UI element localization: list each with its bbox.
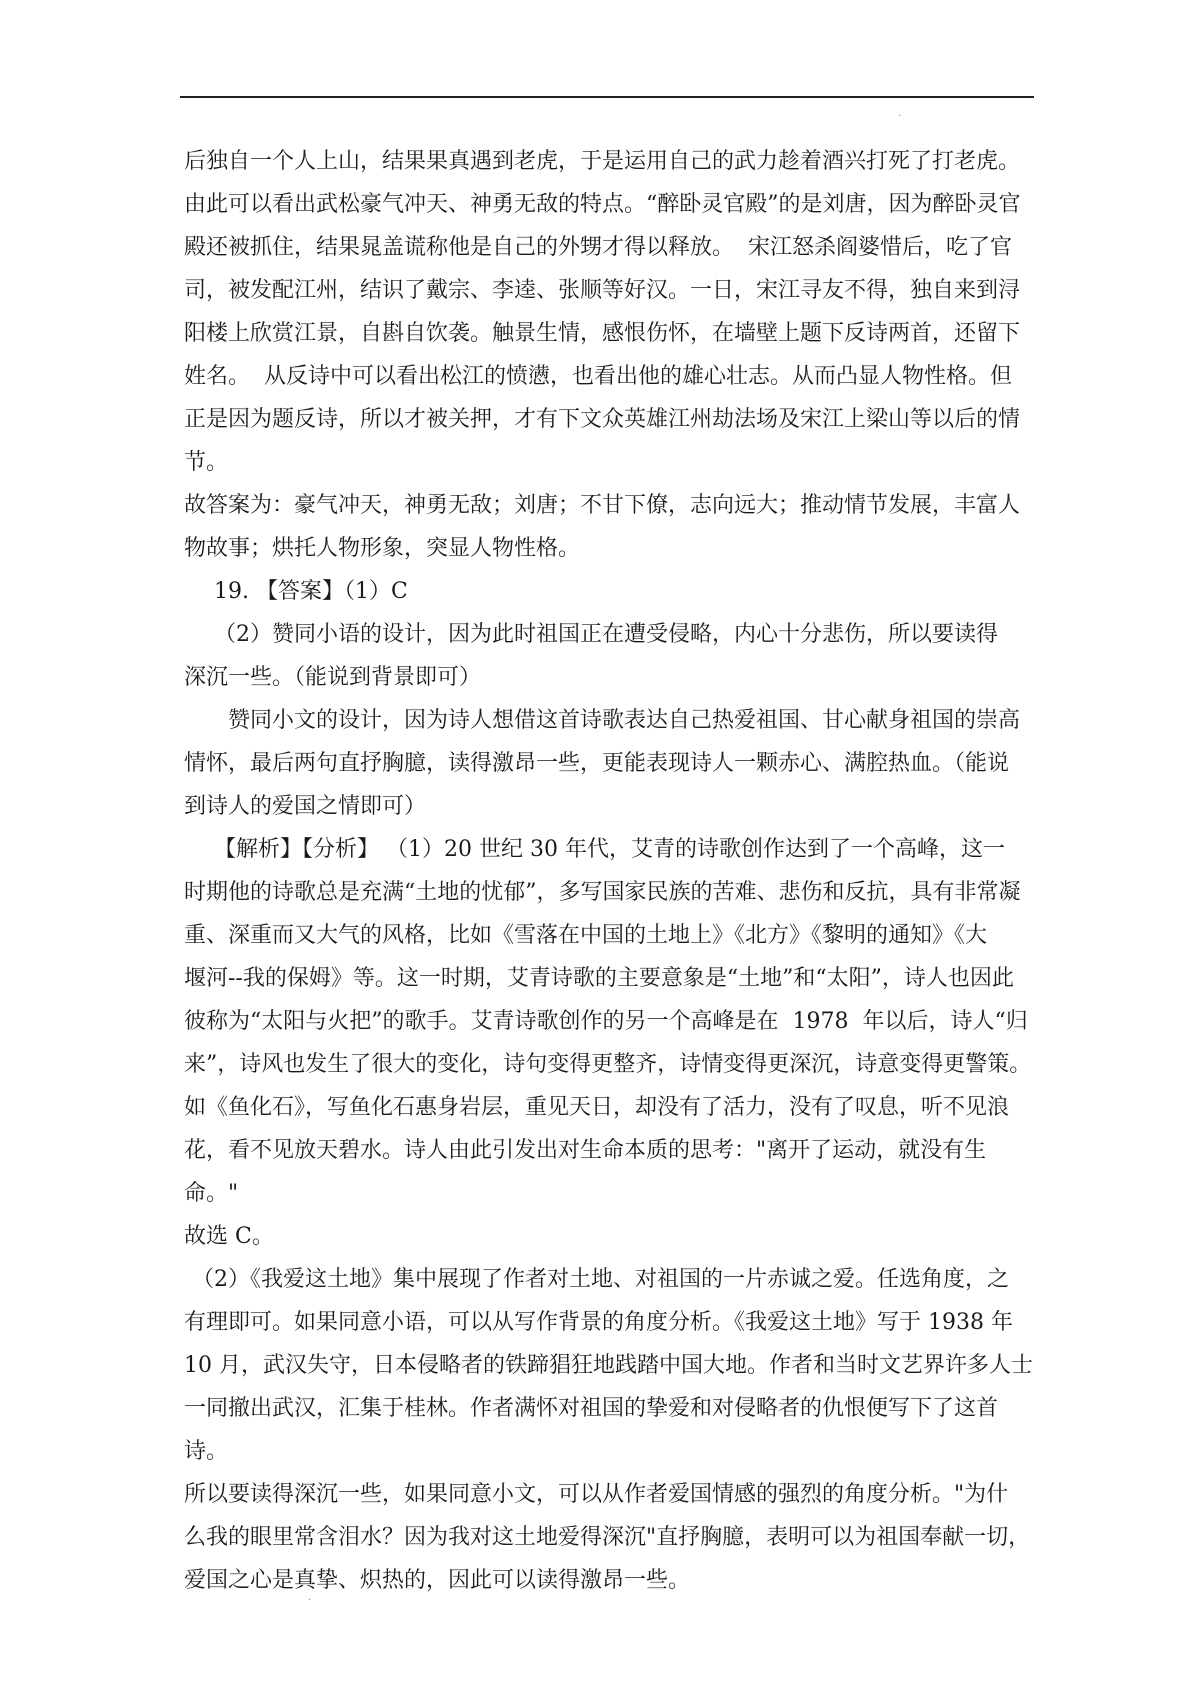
text-line: 所以要读得深沉一些，如果同意小文，可以从作者爱国情感的强烈的角度分析。"为什 xyxy=(184,1482,1009,1507)
answer-summary-line: 物故事；烘托人物形象，突显人物性格。 xyxy=(184,536,581,561)
analysis-heading-line: 【解析】【分析】 （1）20 世纪 30 年代，艾青的诗歌创作达到了一个高峰，这一 xyxy=(214,837,1005,862)
text-line: 深沉一些。（能说到背景即可） xyxy=(184,665,482,690)
text-line: （2）赞同小语的设计，因为此时祖国正在遭受侵略，内心十分悲伤，所以要读得 xyxy=(214,622,998,647)
text-line: 姓名。 从反诗中可以看出松江的愤懑，也看出他的雄心壮志。从而凸显人物性格。但 xyxy=(184,364,1012,389)
text-line: 一同撤出武汉，汇集于桂林。作者满怀对祖国的挚爱和对侵略者的仇恨便写下了这首诗。 xyxy=(184,1396,999,1464)
text-line: 时期他的诗歌总是充满“土地的忧郁”，多写国家民族的苦难、悲伤和反抗，具有非常凝 xyxy=(184,880,1021,905)
text-line: 花，看不见放天碧水。诗人由此引发出对生命本质的思考："离开了运动，就没有生命。" xyxy=(184,1138,987,1206)
text-line: 有理即可。如果同意小语，可以从写作背景的角度分析。《我爱这土地》写于 1938 年 xyxy=(184,1310,1013,1335)
text-line: 司，被发配江州，结识了戴宗、李逵、张顺等好汉。一日，宋江寻友不得，独自来到浔 xyxy=(184,278,1021,303)
text-line: 正是因为题反诗，所以才被关押，才有下文众英雄江州劫法场及宋江上梁山等以后的情 xyxy=(184,407,1021,432)
text-line: 阳楼上欣赏江景，自斟自饮袭。触景生情，感恨伤怀，在墙壁上题下反诗两首，还留下 xyxy=(184,321,1021,346)
text-line: 后独自一个人上山，结果果真遇到老虎，于是运用自己的武力趁着酒兴打死了打老虎。 xyxy=(184,149,1021,174)
text-line: 到诗人的爱国之情即可） xyxy=(184,794,427,819)
text-line: 堰河--我的保姆》等。这一时期，艾青诗歌的主要意象是“土地”和“太阳”，诗人也因此 xyxy=(184,966,1014,991)
text-line: 来”，诗风也发生了很大的变化，诗句变得更整齐，诗情变得更深沉，诗意变得更警策。 xyxy=(184,1052,1032,1077)
text-line: 么我的眼里常含泪水？因为我对这土地爱得深沉"直抒胸臆，表明可以为祖国奉献一切， xyxy=(184,1525,1031,1550)
text-line: 故选 C。 xyxy=(184,1224,274,1249)
text-line: 由此可以看出武松豪气冲天、神勇无敌的特点。“醉卧灵官殿”的是刘唐，因为醉卧灵官 xyxy=(184,192,1021,217)
text-line: 赞同小文的设计，因为诗人想借这首诗歌表达自己热爱祖国、甘心献身祖国的崇高 xyxy=(228,708,1021,733)
header-rule xyxy=(180,96,1034,98)
text-line: 如《鱼化石》，写鱼化石惠身岩层，重见天日，却没有了活力，没有了叹息，听不见浪 xyxy=(184,1095,1010,1120)
text-line: 节。 xyxy=(184,450,229,475)
answer-summary-line: 故答案为：豪气冲天，神勇无敌；刘唐；不甘下僚，志向远大；推动情节发展，丰富人 xyxy=(184,493,1021,518)
text-line: （2）《我爱这土地》集中展现了作者对土地、对祖国的一片赤诚之爱。任选角度，之 xyxy=(192,1267,1009,1292)
text-line: 彼称为“太阳与火把”的歌手。艾青诗歌创作的另一个高峰是在 1978 年以后，诗人“归 xyxy=(184,1009,1028,1034)
text-line: 情怀，最后两句直抒胸臆，读得激昂一些，更能表现诗人一颗赤心、满腔热血。（能说 xyxy=(184,751,1010,776)
footer-mark: . xyxy=(308,1592,312,1603)
text-line: 重、深重而又大气的风格，比如《雪落在中国的土地上》《北方》《黎明的通知》《大 xyxy=(184,923,988,948)
document-body xyxy=(184,140,1034,1602)
text-line: 爱国之心是真挚、炽热的，因此可以读得激昂一些。 xyxy=(184,1568,691,1593)
text-line: 10 月，武汉失守，日本侵略者的铁蹄猖狂地践踏中国大地。作者和当时文艺界许多人士 xyxy=(184,1353,1033,1378)
header-mark: . xyxy=(898,108,902,119)
text-line: 殿还被抓住，结果晁盖谎称他是自己的外甥才得以释放。 宋江怒杀阎婆惜后，吃了官 xyxy=(184,235,1012,260)
question-19-answer: 19. 【答案】（1）C xyxy=(214,579,408,604)
